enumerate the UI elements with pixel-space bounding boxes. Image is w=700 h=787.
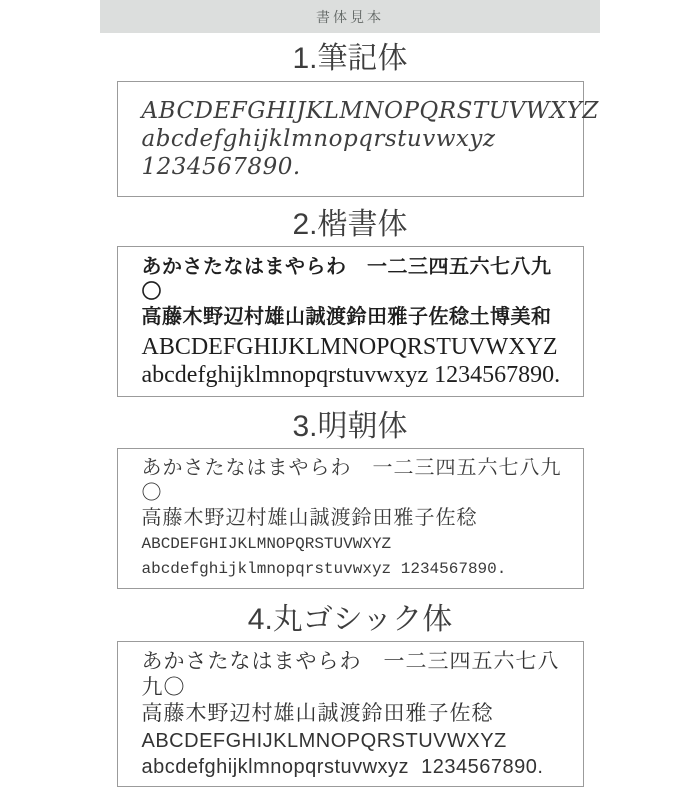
section-heading-hikkitai: 1.筆記体	[292, 42, 408, 75]
section-minchotai	[117, 410, 584, 589]
sample-line-lowercase-digits: abcdefghijklmnopqrstuvwxyz 1234567890.	[141, 756, 544, 778]
section-heading-marugothic: 4.丸ゴシック体	[247, 603, 453, 636]
sample-box-kaishotai	[117, 246, 584, 397]
sample-line-kana-numerals: あかさたなはまやらわ 一二三四五六七八九〇	[141, 649, 560, 699]
section-heading-minchotai: 3.明朝体	[292, 410, 408, 443]
sample-box-hikkitai	[117, 81, 599, 197]
section-hikkitai	[117, 42, 599, 197]
section-marugothic	[117, 603, 584, 787]
page-header	[100, 0, 600, 33]
sample-line-uppercase: ABCDEFGHIJKLMNOPQRSTUVWXYZ	[141, 535, 392, 553]
section-kaishotai	[117, 208, 584, 397]
sample-line-lowercase-digits: abcdefghijklmnopqrstuvwxyz 1234567890.	[141, 362, 561, 388]
sample-box-marugothic	[117, 641, 584, 787]
sample-line-uppercase: ABCDEFGHIJKLMNOPQRSTUVWXYZ	[141, 334, 558, 360]
sample-line-uppercase: ABCDEFGHIJKLMNOPQRSTUVWXYZ	[141, 730, 507, 752]
font-sample-list	[117, 42, 599, 787]
sample-line-kana-numerals: あかさたなはまやらわ 一二三四五六七八九〇	[141, 455, 562, 504]
sample-line-kanji: 高藤木野辺村雄山誠渡鈴田雅子佐稔	[141, 701, 494, 725]
sample-box-minchotai	[117, 448, 584, 589]
sample-line-kana-numerals: あかさたなはまやらわ 一二三四五六七八九〇	[141, 254, 552, 303]
section-heading-kaishotai: 2.楷書体	[292, 208, 408, 241]
page-title: 書体見本	[316, 8, 384, 25]
sample-line-uppercase: ABCDEFGHIJKLMNOPQRSTUVWXYZ	[141, 98, 599, 124]
sample-line-lowercase-digits: abcdefghijklmnopqrstuvwxyz 1234567890.	[141, 126, 504, 180]
sample-line-lowercase-digits: abcdefghijklmnopqrstuvwxyz 1234567890.	[141, 560, 507, 578]
sample-line-kanji: 高藤木野辺村雄山誠渡鈴田雅子佐稔土博美和	[141, 304, 552, 328]
sample-line-kanji: 高藤木野辺村雄山誠渡鈴田雅子佐稔	[141, 505, 478, 529]
